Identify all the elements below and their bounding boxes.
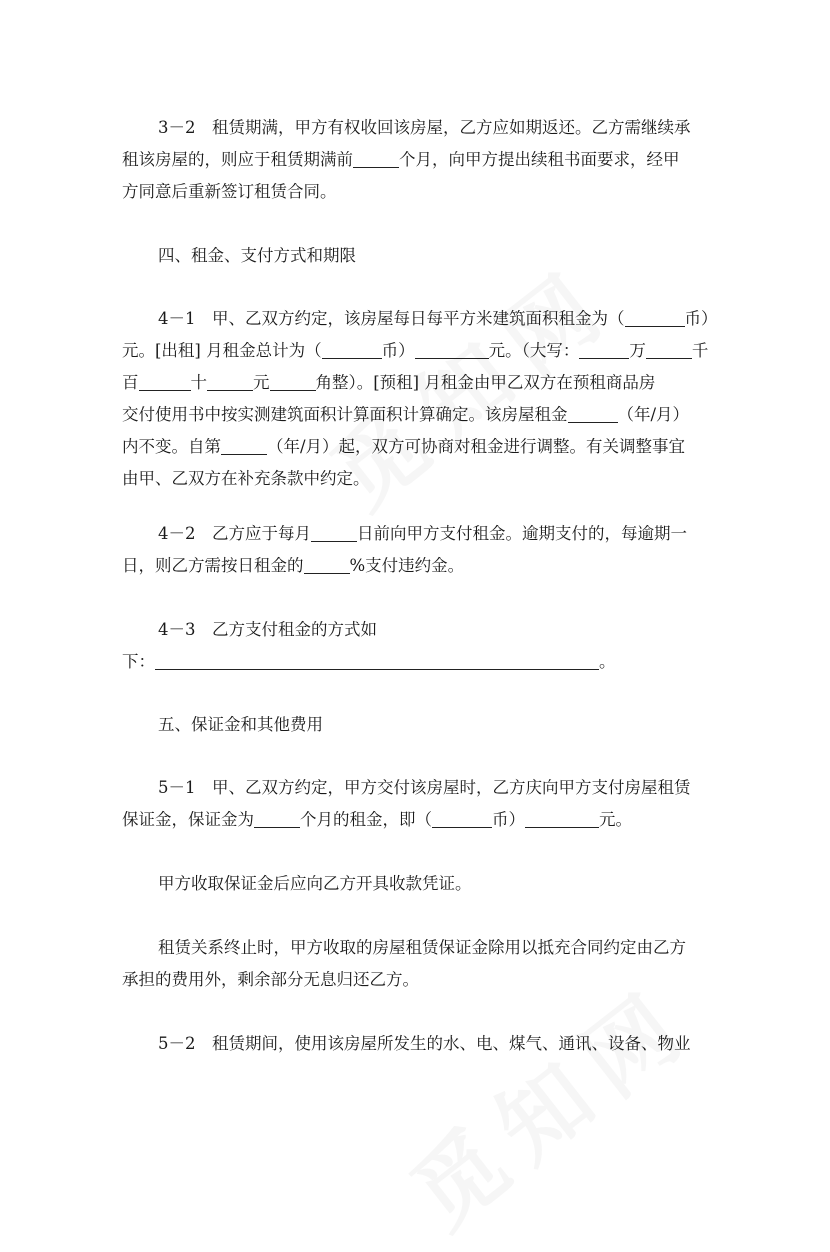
fill-in-blank[interactable] [415, 338, 489, 359]
fill-in-blank[interactable] [270, 370, 316, 391]
fill-in-blank[interactable] [568, 402, 618, 423]
text-segment: %支付违约金。 [349, 556, 465, 575]
text-line [122, 144, 712, 176]
text-segment: 千 [691, 341, 709, 360]
paragraph [122, 303, 718, 495]
text-line [122, 518, 712, 550]
text-line [122, 804, 712, 836]
text-line [122, 772, 712, 804]
fill-in-blank[interactable] [311, 521, 357, 542]
text-line [122, 112, 712, 144]
fill-in-blank[interactable] [579, 338, 629, 359]
paragraph [122, 1028, 712, 1060]
text-line [122, 868, 712, 900]
text-line [122, 399, 712, 431]
paragraph [122, 709, 712, 741]
text-line [122, 646, 712, 678]
fill-in-blank[interactable] [322, 338, 382, 359]
text-segment: 租该房屋的，则应于租赁期满前 [122, 150, 353, 169]
text-segment: 币） [492, 810, 525, 829]
text-segment: 4－1 甲、乙双方约定，该房屋每日每平方米建筑面积租金为（ [158, 309, 625, 328]
text-segment: 十 [190, 373, 207, 392]
text-line [122, 303, 718, 335]
paragraph [122, 932, 712, 996]
fill-in-blank[interactable] [353, 147, 399, 168]
paragraph [122, 240, 712, 272]
text-line [122, 709, 712, 741]
paragraph [122, 868, 712, 900]
fill-in-blank[interactable] [207, 370, 253, 391]
fill-in-blank[interactable] [432, 807, 492, 828]
text-segment: 元。（大写： [488, 341, 580, 360]
fill-in-blank[interactable] [646, 338, 692, 359]
text-segment: 五、保证金和其他费用 [158, 715, 323, 734]
text-segment: 元 [253, 373, 270, 392]
text-line [122, 614, 712, 646]
text-segment: 租赁关系终止时，甲方收取的房屋租赁保证金除用以抵充合同约定由乙方 [158, 938, 686, 957]
text-segment: 承担的费用外，剩余部分无息归还乙方。 [122, 970, 419, 989]
text-segment: 个月，向甲方提出续租书面要求，经甲 [399, 150, 680, 169]
fill-in-blank[interactable] [625, 306, 685, 327]
text-line [122, 550, 712, 582]
text-line [122, 367, 712, 399]
text-segment: 4－3 乙方支付租金的方式如 [158, 620, 377, 639]
text-segment: 下： [122, 652, 155, 671]
paragraph [122, 518, 712, 582]
fill-in-blank[interactable] [304, 553, 350, 574]
text-line [122, 1028, 712, 1060]
text-segment: 四、租金、支付方式和期限 [158, 246, 356, 265]
text-segment: 百 [122, 373, 139, 392]
paragraph [122, 112, 712, 208]
text-segment: 3－2 租赁期满，甲方有权收回该房屋，乙方应如期返还。乙方需继续承 [158, 118, 691, 137]
text-segment: 元。[出租] 月租金总计为（ [122, 341, 322, 360]
text-segment: 日，则乙方需按日租金的 [122, 556, 304, 575]
text-segment: 内不变。自第 [122, 437, 221, 456]
text-segment: 甲方收取保证金后应向乙方开具收款凭证。 [158, 874, 472, 893]
fill-in-blank[interactable] [525, 807, 599, 828]
fill-in-blank[interactable] [254, 807, 300, 828]
text-segment: 由甲、乙双方在补充条款中约定。 [122, 469, 370, 488]
text-line [122, 176, 712, 208]
text-segment: 币） [381, 341, 415, 360]
text-segment: 5－2 租赁期间，使用该房屋所发生的水、电、煤气、通讯、设备、物业 [158, 1034, 691, 1053]
paragraph [122, 772, 712, 836]
text-segment: 万 [629, 341, 646, 360]
text-segment: 日前向甲方支付租金。逾期支付的，每逾期一 [357, 524, 687, 543]
text-segment: 角整）。[预租] 月租金由甲乙双方在预租商品房 [315, 373, 656, 392]
text-segment: 保证金，保证金为 [122, 810, 254, 829]
text-segment: 元。 [599, 810, 632, 829]
text-line [122, 463, 712, 495]
text-segment: 4－2 乙方应于每月 [158, 524, 311, 543]
paragraph [122, 614, 712, 678]
text-line [122, 335, 712, 367]
text-line [122, 932, 712, 964]
text-segment: （年/月）起，双方可协商对租金进行调整。有关调整事宜 [267, 437, 686, 456]
text-segment: 个月的租金，即（ [300, 810, 432, 829]
text-segment: 5－1 甲、乙双方约定，甲方交付该房屋时，乙方庆向甲方支付房屋租赁 [158, 778, 691, 797]
text-line [122, 964, 712, 996]
text-line [122, 431, 712, 463]
fill-in-blank[interactable] [155, 649, 599, 670]
text-segment: 方同意后重新签订租赁合同。 [122, 182, 337, 201]
fill-in-blank[interactable] [139, 370, 191, 391]
text-line [122, 240, 712, 272]
fill-in-blank[interactable] [221, 434, 267, 455]
text-segment: 。 [599, 652, 616, 671]
text-segment: 交付使用书中按实测建筑面积计算面积计算确定。该房屋租金 [122, 405, 568, 424]
text-segment: 币） [684, 309, 718, 328]
text-segment: （年/月） [617, 405, 690, 424]
